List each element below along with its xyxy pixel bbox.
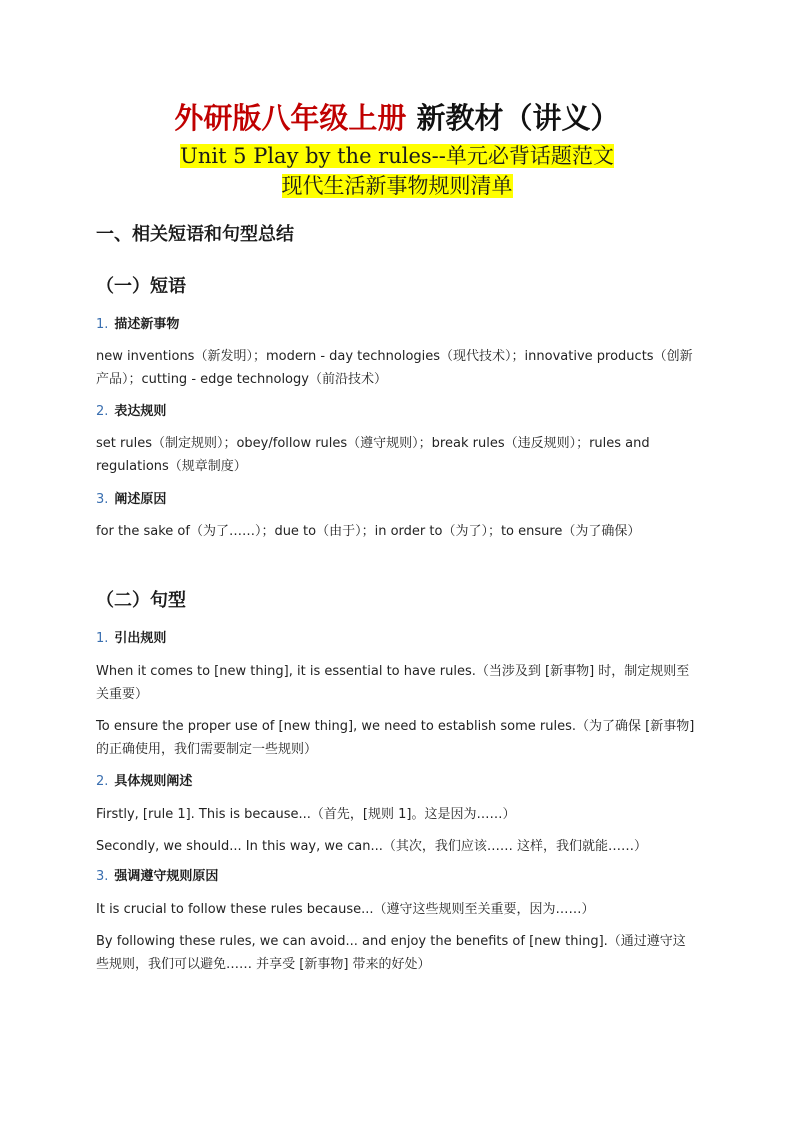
sentences-heading: （二）句型 xyxy=(96,590,186,611)
item-label: 表达规则 xyxy=(114,404,167,419)
phrase-group-title xyxy=(96,315,179,335)
sentence-text: Secondly, we should... In this way, we can...（其次，我们应该…… 这样，我们就能……） xyxy=(96,839,648,854)
item-number: 2. xyxy=(96,404,109,419)
sentence-text: To ensure the proper use of [new thing], we need to establish some rules.（为了确保 [新事物] 的正确使用，我们需要制定一些规则） xyxy=(96,719,695,757)
sentence-text: It is crucial to follow these rules because...（遵守这些规则至关重要，因为……） xyxy=(96,902,595,917)
phrase-group-text: for the sake of（为了……）；due to（由于）；in order to（为了）；to ensure（为了确保） xyxy=(96,524,641,539)
title-black-part: 新教材（讲义） xyxy=(416,101,620,135)
sentence-text: When it comes to [new thing], it is essential to have rules.（当涉及到 [新事物] 时，制定规则至关重要） xyxy=(96,664,690,702)
item-label: 具体规则阐述 xyxy=(114,774,193,789)
phrases-heading: （一）短语 xyxy=(96,276,186,297)
sentence-text: Firstly, [rule 1]. This is because...（首先，[规则 1]。这是因为……） xyxy=(96,807,516,822)
item-label: 引出规则 xyxy=(114,631,167,646)
subtitle-unit-text: Unit 5 Play by the rules--单元必背话题范文 xyxy=(180,144,614,168)
sentence-group-title xyxy=(96,629,166,649)
item-number: 1. xyxy=(96,317,109,332)
item-number: 3. xyxy=(96,492,109,507)
item-number: 2. xyxy=(96,774,109,789)
phrase-group-title xyxy=(96,402,166,422)
item-label: 强调遵守规则原因 xyxy=(114,869,219,884)
sentence-text: By following these rules, we can avoid... and enjoy the benefits of [new thing].（通过遵守这些规则，我们可以避免…… 并享受 [新事物] 带来的好处） xyxy=(96,934,686,972)
title-red-part: 外研版八年级上册 xyxy=(174,101,407,135)
document-title xyxy=(0,98,794,138)
subtitle-topic xyxy=(0,172,794,200)
item-label: 阐述原因 xyxy=(114,492,167,507)
phrase-group-text: set rules（制定规则）；obey/follow rules（遵守规则）；break rules（违反规则）；rules and regulations（规章制度） xyxy=(96,436,650,474)
sentence-group-title xyxy=(96,867,218,887)
subtitle-topic-text: 现代生活新事物规则清单 xyxy=(281,174,513,198)
sentence-group-title xyxy=(96,772,192,792)
phrase-group-text: new inventions（新发明）；modern - day technologies（现代技术）；innovative products（创新产品）；cutting - edge technology（前沿技术） xyxy=(96,349,693,387)
item-number: 3. xyxy=(96,869,109,884)
phrase-group-title xyxy=(96,490,166,510)
section-heading: 一、相关短语和句型总结 xyxy=(96,224,294,245)
subtitle-unit xyxy=(0,142,794,170)
item-number: 1. xyxy=(96,631,109,646)
item-label: 描述新事物 xyxy=(114,317,180,332)
